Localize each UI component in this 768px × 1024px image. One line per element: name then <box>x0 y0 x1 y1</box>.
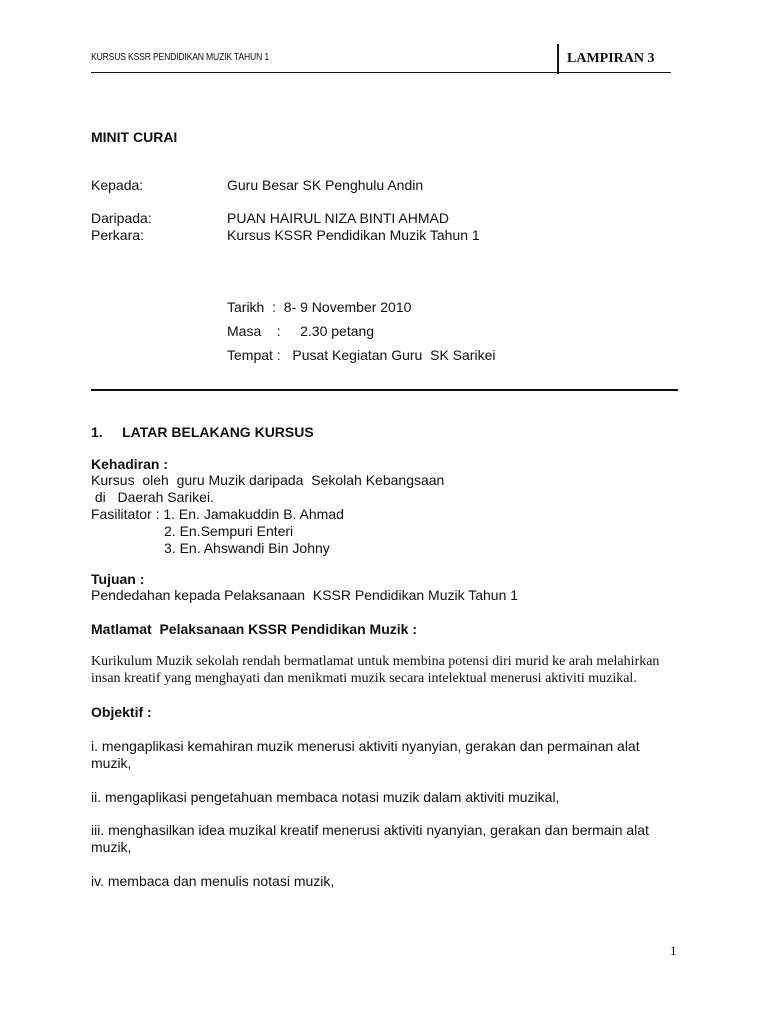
objective-4: iv. membaca dan menulis notasi muzik, <box>91 873 335 889</box>
from-value: PUAN HAIRUL NIZA BINTI AHMAD <box>227 210 449 226</box>
appendix-label: LAMPIRAN 3 <box>567 51 655 66</box>
to-value: Guru Besar SK Penghulu Andin <box>227 177 424 193</box>
attendance-label: Kehadiran : <box>91 456 169 472</box>
objective-3-line-2: muzik, <box>91 839 132 855</box>
aim-line-2: insan kreatif yang menghayati dan menikmati muzik secara intelektual menerusi aktiviti muzikal. <box>91 671 637 686</box>
date-line: Tarikh : 8- 9 November 2010 <box>227 299 412 315</box>
objectives-label: Objektif : <box>91 704 152 720</box>
place-line: Tempat : Pusat Kegiatan Guru SK Sarikei <box>227 347 496 363</box>
from-label: Daripada: <box>91 210 152 226</box>
objective-1-line-1: i. mengaplikasi kemahiran muzik menerusi aktiviti nyanyian, gerakan dan permainan alat <box>91 738 640 754</box>
header-rule <box>91 72 671 73</box>
page-number: 1 <box>670 943 677 958</box>
to-label: Kepada: <box>91 177 144 193</box>
facilitator-line-2: 2. En.Sempuri Enteri <box>164 523 294 539</box>
facilitator-line-1: Fasilitator : 1. En. Jamakuddin B. Ahmad <box>91 506 344 522</box>
objective-1-line-2: muzik, <box>91 755 132 771</box>
section-heading: 1. LATAR BELAKANG KURSUS <box>91 424 314 440</box>
purpose-text: Pendedahan kepada Pelaksanaan KSSR Pendidikan Muzik Tahun 1 <box>91 587 519 603</box>
aim-line-1: Kurikulum Muzik sekolah rendah bermatlamat untuk membina potensi diri murid ke arah melahirkan <box>91 654 660 669</box>
header-divider <box>557 44 559 74</box>
purpose-label: Tujuan : <box>91 571 145 587</box>
attendance-line-1: Kursus oleh guru Muzik daripada Sekolah Kebangsaan <box>91 472 445 488</box>
header-course-title: KURSUS KSSR PENDIDIKAN MUZIK TAHUN 1 <box>91 52 269 63</box>
aim-label: Matlamat Pelaksanaan KSSR Pendidikan Muzik : <box>91 621 417 637</box>
time-line: Masa : 2.30 petang <box>227 323 375 339</box>
section-divider <box>91 389 678 391</box>
facilitator-line-3: 3. En. Ahswandi Bin Johny <box>164 540 330 556</box>
attendance-line-2: di Daerah Sarikei. <box>91 489 214 505</box>
subject-label: Perkara: <box>91 227 144 243</box>
objective-3-line-1: iii. menghasilkan idea muzikal kreatif menerusi aktiviti nyanyian, gerakan dan bermain alat <box>91 822 649 838</box>
memo-title: MINIT CURAI <box>91 129 178 145</box>
subject-value: Kursus KSSR Pendidikan Muzik Tahun 1 <box>227 227 480 243</box>
objective-2: ii. mengaplikasi pengetahuan membaca notasi muzik dalam aktiviti muzikal, <box>91 789 560 805</box>
